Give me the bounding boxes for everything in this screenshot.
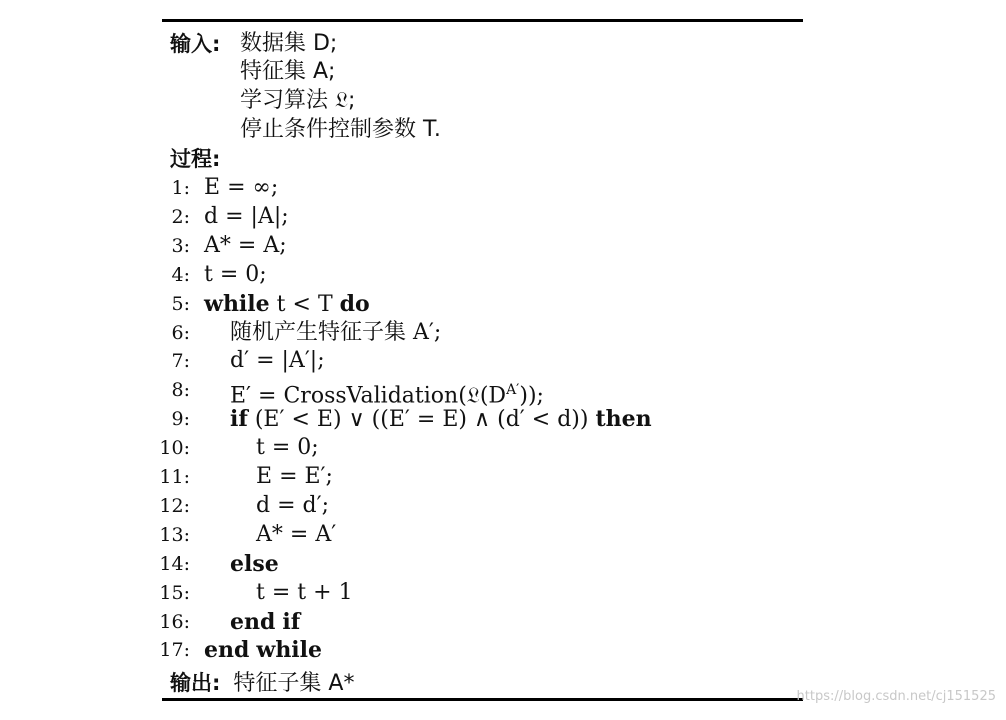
step-number: 13: <box>159 523 190 546</box>
step-text: $E' = CrossValidation(𝔏(D^{A'}))$; <box>230 382 544 409</box>
output-text: 特征子集 A* <box>233 671 355 696</box>
step-number: 12: <box>159 494 190 517</box>
step-number: 17: <box>159 639 190 662</box>
top-rule <box>162 19 803 22</box>
step-text: while t < T do <box>204 290 370 317</box>
step-text: t = 0; <box>256 435 319 461</box>
input-item: 学习算法 𝔏; <box>240 88 356 113</box>
step-text: t = t + 1 <box>256 579 353 605</box>
step-text: 随机产生特征子集 A′; <box>230 319 442 345</box>
step-text: d′ = |A′|; <box>230 348 325 374</box>
step-text: end while <box>204 637 323 664</box>
step-number: 4: <box>171 263 190 286</box>
step-text: E = ∞; <box>204 175 279 200</box>
step-text: E = E′; <box>256 464 333 489</box>
step-text: A* = A′ <box>256 521 337 547</box>
output-label: 输出: <box>170 671 221 695</box>
input-item: 停止条件控制参数 T. <box>240 117 441 142</box>
step-text: A* = A; <box>204 232 287 258</box>
output-row <box>170 669 354 698</box>
step-number: 5: <box>171 292 190 315</box>
bottom-rule <box>162 698 803 701</box>
step-number: 11: <box>159 466 190 488</box>
step-number: 14: <box>159 552 190 575</box>
process-label: 过程: <box>170 147 221 171</box>
step-number: 10: <box>159 437 190 460</box>
step-number: 8: <box>171 379 190 402</box>
step-text: d = |A|; <box>204 203 289 229</box>
input-label: 输入: <box>170 32 221 56</box>
step-text: t = 0; <box>204 261 267 287</box>
input-row <box>170 30 220 59</box>
step-number: 16: <box>159 610 190 633</box>
process-row <box>170 145 220 174</box>
step-number: 3: <box>171 234 190 257</box>
step-text: if (E′ < E) ∨ ((E′ = E) ∧ (d′ < d)) then <box>230 406 652 433</box>
step-text: end if <box>230 608 301 635</box>
input-item: 特征集 A; <box>240 59 336 84</box>
step-number: 15: <box>159 581 190 604</box>
step-text: else <box>230 550 279 577</box>
step-text: d = d′; <box>256 492 330 518</box>
step-number: 9: <box>171 408 190 431</box>
step-number: 2: <box>171 205 190 228</box>
watermark: https://blog.csdn.net/cj151525 <box>796 689 996 704</box>
input-item: 数据集 D; <box>240 31 338 56</box>
step-number: 6: <box>171 321 190 344</box>
step-number: 7: <box>171 350 190 373</box>
step-number: 1: <box>171 177 190 199</box>
